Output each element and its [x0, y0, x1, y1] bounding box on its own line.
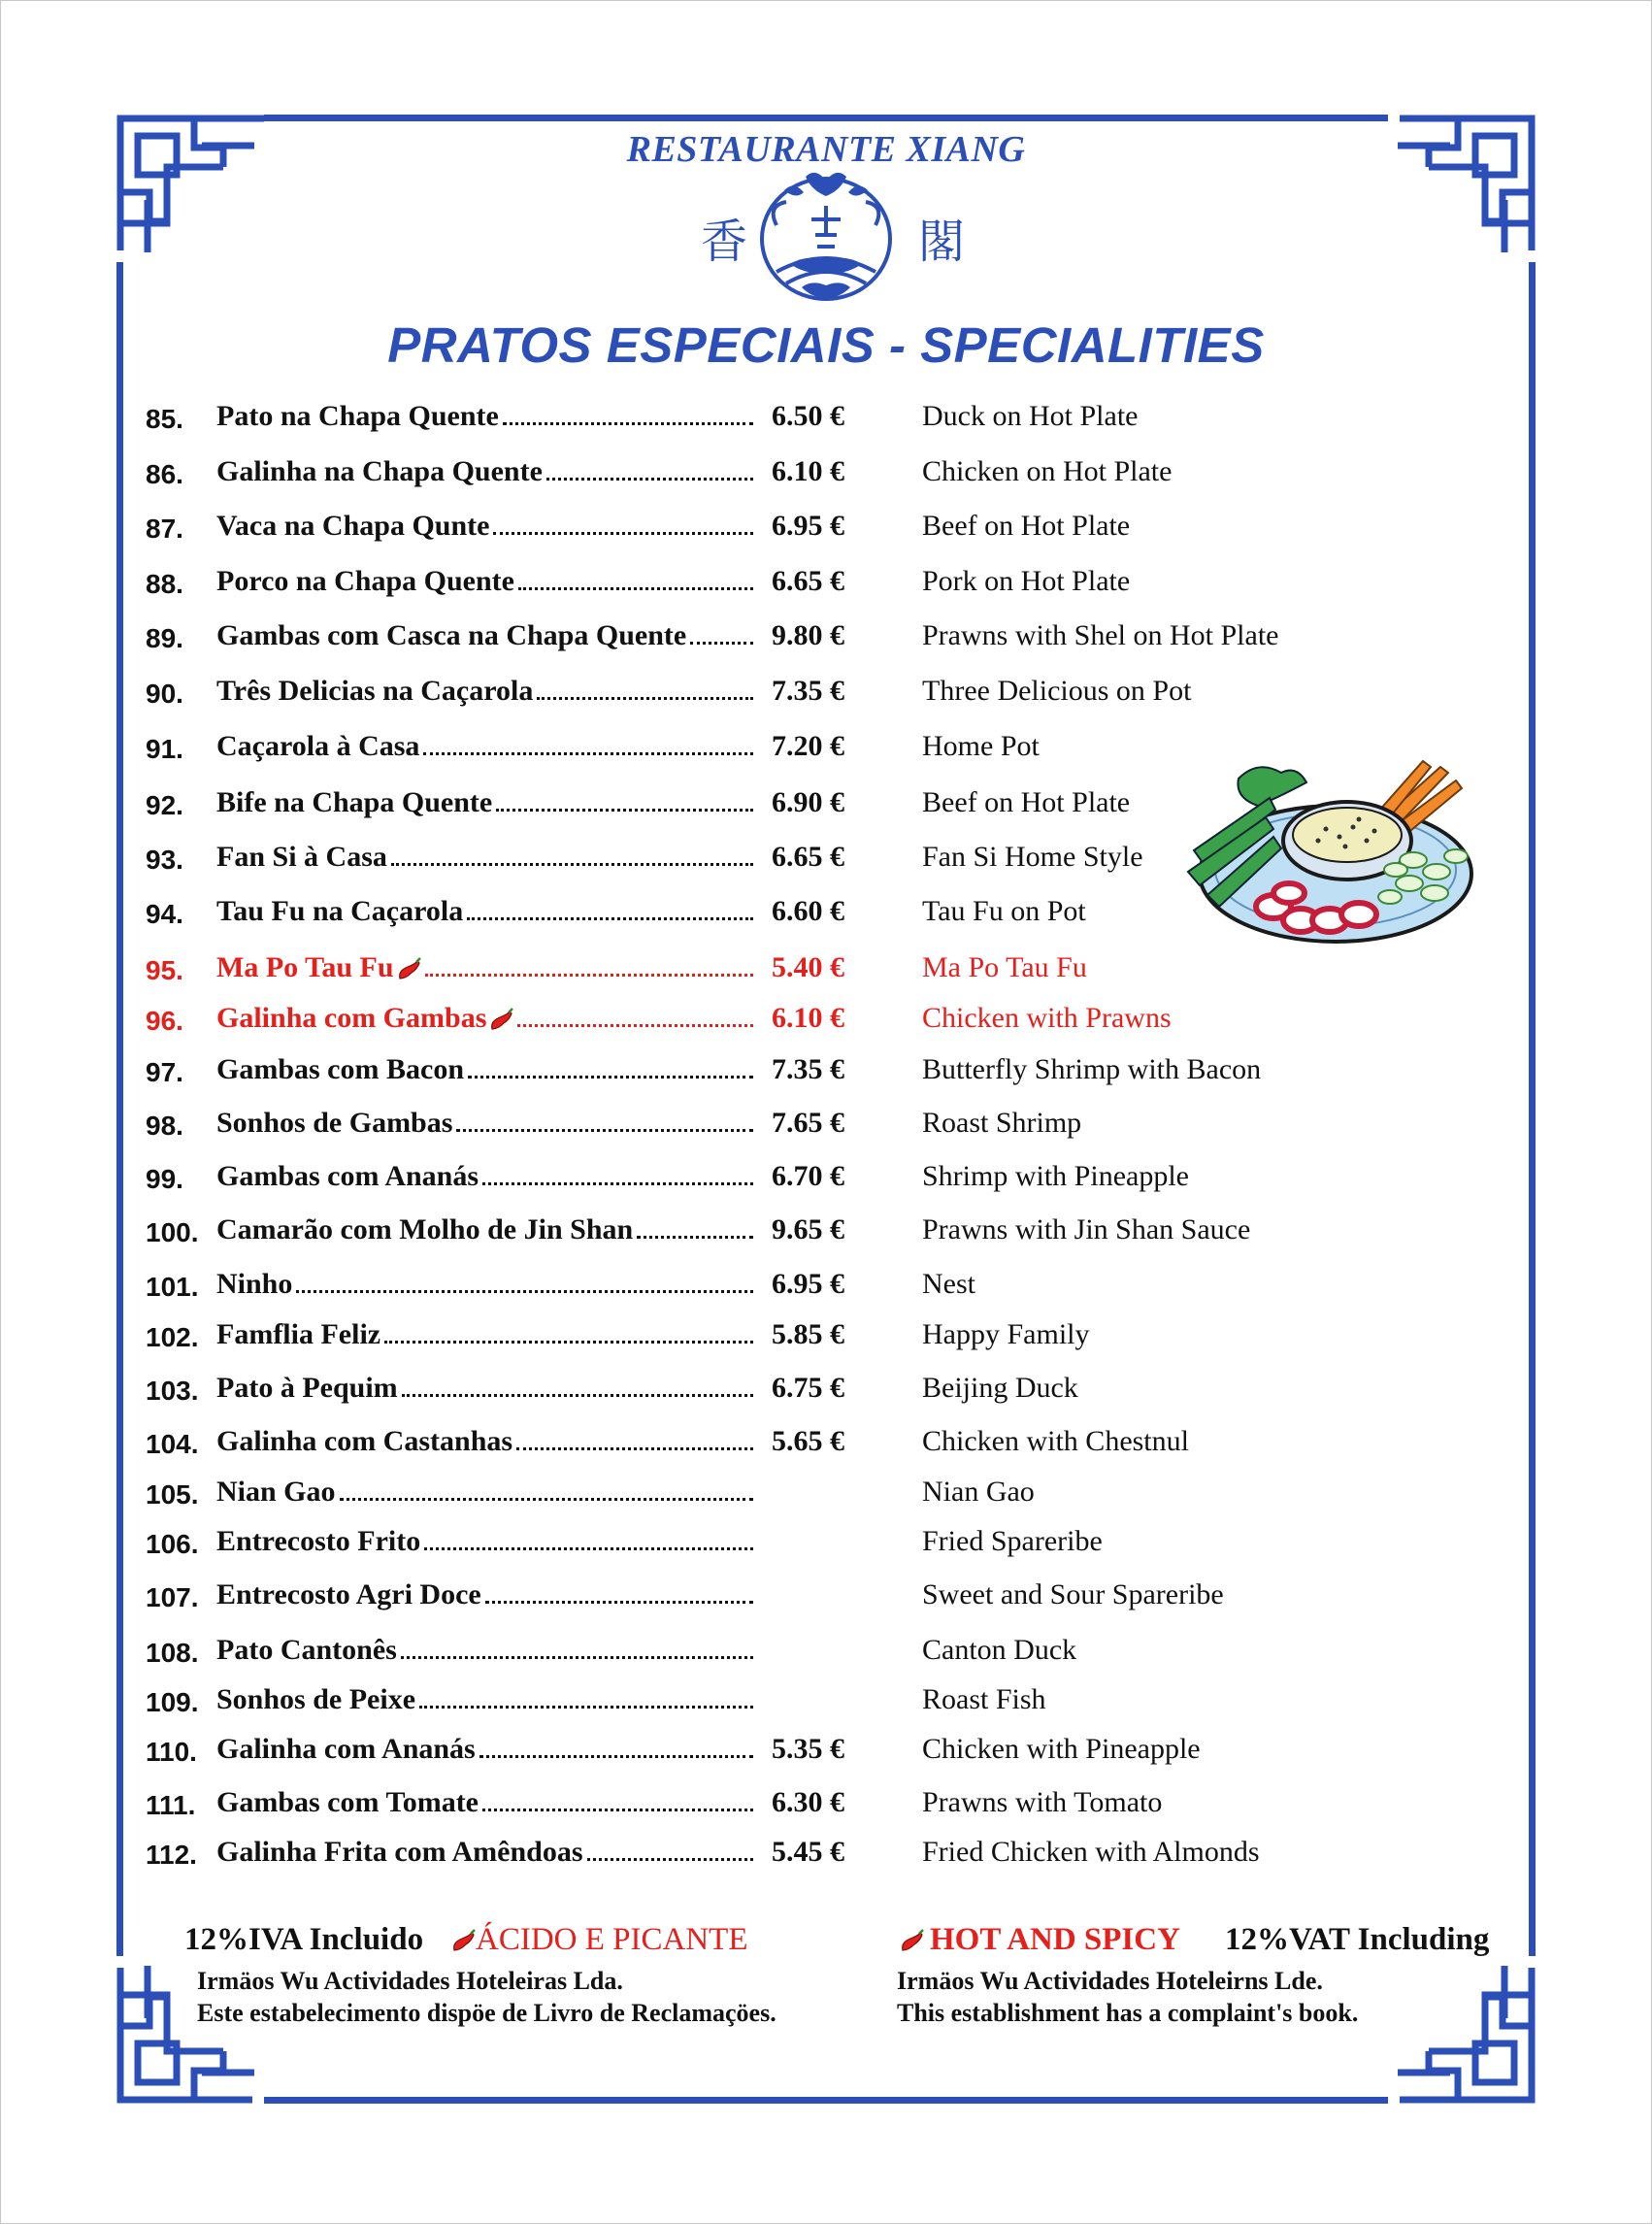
- item-price: 6.10 €: [772, 455, 844, 487]
- item-price: 5.45 €: [772, 1836, 844, 1868]
- dot-leader: [516, 1447, 753, 1450]
- dot-leader: [493, 532, 753, 535]
- spicy-legend-pt: [448, 1922, 747, 1958]
- complaint-book-note-en: This establishment has a complaint's book.: [897, 1999, 1359, 2027]
- item-name-pt-group: [216, 510, 757, 543]
- item-name-pt-group: [216, 1372, 757, 1405]
- item-name-pt-group: [216, 730, 757, 763]
- menu-item: [0, 510, 1652, 552]
- item-number: 102.: [146, 1322, 199, 1352]
- item-name-pt-group: [216, 895, 757, 928]
- item-name-en: Roast Shrimp: [922, 1107, 1082, 1139]
- item-name-pt-group: [216, 1318, 757, 1351]
- item-number: 103.: [146, 1376, 199, 1406]
- dot-leader: [467, 917, 753, 920]
- menu-item: [0, 1053, 1652, 1096]
- item-name-en: Duck on Hot Plate: [922, 400, 1139, 432]
- item-name-pt-group: [216, 455, 757, 488]
- item-number: 95.: [146, 955, 183, 985]
- menu-item: [0, 455, 1652, 498]
- menu-item: [0, 1836, 1652, 1878]
- menu-item: [0, 1786, 1652, 1829]
- item-number: 93.: [146, 845, 183, 875]
- dot-leader: [482, 1809, 753, 1811]
- spicy-label-pt: ÁCIDO E PICANTE: [476, 1922, 748, 1957]
- item-number: 89.: [146, 623, 183, 653]
- item-name-en: Beef on Hot Plate: [922, 510, 1131, 542]
- dot-leader: [456, 1129, 753, 1132]
- menu-item: [0, 675, 1652, 717]
- company-name-en: Irmäos Wu Actividades Hoteleirns Lde.: [897, 1967, 1323, 1995]
- menu-item: [0, 1318, 1652, 1361]
- item-price: 7.65 €: [772, 1107, 844, 1139]
- item-name-en: Home Pot: [922, 730, 1040, 762]
- item-name-en: Tau Fu on Pot: [922, 895, 1086, 927]
- company-name-pt: Irmäos Wu Actividades Hoteleiras Lda.: [197, 1967, 623, 1995]
- item-price: 9.65 €: [772, 1213, 844, 1245]
- item-name-en: Beef on Hot Plate: [922, 786, 1131, 818]
- item-name-pt: Ma Po Tau Fu: [216, 951, 394, 983]
- chili-pepper-icon: [448, 1922, 476, 1958]
- item-name-pt-group: [216, 1213, 757, 1246]
- dot-leader: [425, 974, 753, 977]
- item-name-pt: Gambas com Casca na Chapa Quente: [216, 619, 687, 651]
- menu-item: [0, 1160, 1652, 1203]
- item-price: 9.80 €: [772, 619, 844, 651]
- item-name-en: Sweet and Sour Spareribe: [922, 1578, 1224, 1610]
- item-number: 90.: [146, 679, 183, 709]
- dot-leader: [384, 1341, 753, 1344]
- vat-note-en: 12%VAT Including: [1225, 1922, 1490, 1957]
- item-name-pt-group: [216, 565, 757, 598]
- complaint-book-note-pt: Este estabelecimento dispöe de Livro de Reclamaçöes.: [197, 1999, 776, 2027]
- page-title: PRATOS ESPECIAIS - SPECIALITIES: [387, 317, 1265, 373]
- item-price: 7.20 €: [772, 730, 844, 762]
- menu-item: [0, 565, 1652, 608]
- item-number: 91.: [146, 734, 183, 764]
- menu-item: [0, 1634, 1652, 1676]
- item-name-en: Nest: [922, 1268, 975, 1300]
- dot-leader: [485, 1601, 753, 1604]
- spicy-label-en: HOT AND SPICY: [930, 1922, 1180, 1957]
- restaurant-logo-icon: [747, 167, 905, 303]
- item-price: 6.95 €: [772, 1268, 844, 1300]
- item-name-pt: Gambas com Tomate: [216, 1786, 479, 1818]
- item-name-en: Shrimp with Pineapple: [922, 1160, 1189, 1192]
- dot-leader: [537, 697, 753, 700]
- item-name-pt: Galinha com Ananás: [216, 1733, 476, 1765]
- item-name-pt: Pato à Pequim: [216, 1372, 398, 1404]
- item-number: 92.: [146, 790, 183, 820]
- chili-pepper-icon: [897, 1922, 924, 1958]
- item-name-en: Chicken with Chestnul: [922, 1425, 1189, 1457]
- item-price: 5.40 €: [772, 951, 844, 983]
- fret-corner-bottom-right-icon: [1388, 1956, 1543, 2111]
- item-price: 5.65 €: [772, 1425, 844, 1457]
- dot-leader: [518, 587, 753, 590]
- dot-leader: [546, 478, 753, 481]
- cjk-character-right: 閣: [918, 215, 966, 269]
- item-name-pt: Galinha com Gambas: [216, 1002, 487, 1034]
- item-name-pt: Galinha na Chapa Quente: [216, 455, 543, 487]
- item-name-pt: Sonhos de Peixe: [216, 1683, 416, 1715]
- vat-note-pt: 12%IVA Incluido: [184, 1922, 424, 1957]
- dot-leader: [401, 1656, 753, 1659]
- item-name-en: Pork on Hot Plate: [922, 565, 1131, 597]
- menu-item: [0, 1268, 1652, 1311]
- dot-leader: [482, 1182, 753, 1185]
- menu-item: [0, 1578, 1652, 1621]
- item-name-en: Happy Family: [922, 1318, 1090, 1350]
- item-price: 6.10 €: [772, 1002, 844, 1034]
- item-name-en: Chicken on Hot Plate: [922, 455, 1173, 487]
- item-name-pt: Caçarola à Casa: [216, 730, 420, 762]
- item-number: 87.: [146, 514, 183, 544]
- menu-item: [0, 619, 1652, 662]
- item-number: 104.: [146, 1429, 199, 1459]
- menu-item: [0, 1372, 1652, 1414]
- menu-item: [0, 1683, 1652, 1726]
- item-name-pt-group: [216, 1634, 757, 1667]
- item-name-en: Fried Spareribe: [922, 1525, 1103, 1557]
- item-number: 101.: [146, 1272, 199, 1302]
- item-name-en: Canton Duck: [922, 1634, 1077, 1666]
- item-name-pt-group: [216, 1578, 757, 1611]
- dot-leader: [690, 642, 753, 645]
- item-price: 6.65 €: [772, 841, 844, 873]
- item-number: 88.: [146, 569, 183, 599]
- dot-leader: [419, 1706, 753, 1709]
- item-number: 110.: [146, 1737, 197, 1767]
- item-name-pt: Pato Cantonês: [216, 1634, 397, 1666]
- menu-item: [0, 1525, 1652, 1568]
- item-name-pt-group: [216, 786, 757, 819]
- menu-item: [0, 400, 1652, 443]
- item-number: 98.: [146, 1111, 183, 1141]
- item-name-pt: Galinha Frita com Amêndoas: [216, 1836, 583, 1868]
- cjk-character-left: 香: [701, 215, 748, 269]
- item-name-en: Fried Chicken with Almonds: [922, 1836, 1260, 1868]
- item-name-en: Prawns with Shel on Hot Plate: [922, 619, 1279, 651]
- dot-leader: [468, 1076, 753, 1079]
- item-number: 108.: [146, 1638, 199, 1668]
- menu-item: [0, 1107, 1652, 1149]
- dot-leader: [517, 1024, 753, 1027]
- item-number: 86.: [146, 459, 183, 489]
- item-number: 105.: [146, 1479, 199, 1510]
- item-price: 6.30 €: [772, 1786, 844, 1818]
- menu-item: [0, 1733, 1652, 1776]
- item-name-en: Chicken with Prawns: [922, 1002, 1172, 1034]
- item-name-pt-group: [216, 1733, 757, 1766]
- item-name-en: Ma Po Tau Fu: [922, 951, 1087, 983]
- item-name-pt: Galinha com Castanhas: [216, 1425, 513, 1457]
- item-name-pt: Fan Si à Casa: [216, 841, 387, 873]
- item-price: 6.75 €: [772, 1372, 844, 1404]
- dot-leader: [391, 863, 753, 866]
- item-name-en: Fan Si Home Style: [922, 841, 1143, 873]
- item-name-pt: Bife na Chapa Quente: [216, 786, 493, 818]
- dot-leader: [479, 1755, 753, 1758]
- item-name-pt-group: [216, 1053, 757, 1086]
- item-name-en: Prawns with Tomato: [922, 1786, 1163, 1818]
- dot-leader: [296, 1290, 753, 1293]
- chili-pepper-icon: [486, 1002, 513, 1035]
- dot-leader: [637, 1236, 753, 1239]
- item-number: 112.: [146, 1840, 197, 1870]
- item-name-pt-group: [216, 841, 757, 874]
- item-price: 7.35 €: [772, 675, 844, 707]
- menu-item: [0, 1425, 1652, 1468]
- dot-leader: [424, 1547, 753, 1550]
- item-price: 5.85 €: [772, 1318, 844, 1350]
- item-name-pt-group: [216, 1107, 757, 1140]
- item-name-en: Chicken with Pineapple: [922, 1733, 1201, 1765]
- item-name-pt: Ninho: [216, 1268, 293, 1300]
- item-name-pt: Pato na Chapa Quente: [216, 400, 499, 432]
- item-name-pt: Tau Fu na Caçarola: [216, 895, 464, 927]
- item-name-pt: Camarão com Molho de Jin Shan: [216, 1213, 634, 1245]
- menu-item: [0, 1476, 1652, 1518]
- item-name-en: Three Delicious on Pot: [922, 675, 1192, 707]
- dot-leader: [423, 752, 753, 755]
- item-name-pt-group: [216, 1683, 757, 1716]
- item-name-pt: Famflia Feliz: [216, 1318, 381, 1350]
- item-name-pt-group: [216, 1786, 757, 1819]
- item-name-pt: Nian Gao: [216, 1476, 336, 1508]
- item-number: 97.: [146, 1057, 183, 1087]
- dot-leader: [496, 809, 753, 812]
- item-price: 6.90 €: [772, 786, 844, 818]
- item-name-pt-group: [216, 1525, 757, 1558]
- item-name-pt: Três Delicias na Caçarola: [216, 675, 534, 707]
- spicy-legend-en: [897, 1922, 1180, 1958]
- item-number: 109.: [146, 1687, 199, 1717]
- item-number: 100.: [146, 1217, 199, 1247]
- item-name-en: Nian Gao: [922, 1476, 1035, 1508]
- item-name-pt: Vaca na Chapa Qunte: [216, 510, 490, 542]
- item-name-pt-group: [216, 1476, 757, 1509]
- item-name-pt-group: [216, 1836, 757, 1869]
- item-name-pt-group: [216, 400, 757, 433]
- item-name-en: Beijing Duck: [922, 1372, 1078, 1404]
- item-name-pt: Entrecosto Frito: [216, 1525, 421, 1557]
- item-number: 96.: [146, 1006, 183, 1036]
- item-name-pt-group: [216, 1425, 757, 1458]
- item-price: 6.50 €: [772, 400, 844, 432]
- dot-leader: [402, 1394, 753, 1397]
- item-price: 7.35 €: [772, 1053, 844, 1085]
- dot-leader: [587, 1858, 753, 1861]
- menu-item: [0, 951, 1652, 994]
- item-number: 99.: [146, 1164, 183, 1194]
- item-number: 111.: [146, 1790, 196, 1820]
- chili-pepper-icon: [394, 951, 421, 984]
- item-price: 6.65 €: [772, 565, 844, 597]
- item-number: 106.: [146, 1529, 199, 1559]
- item-name-pt-group: [216, 1160, 757, 1193]
- item-name-pt: Entrecosto Agri Doce: [216, 1578, 481, 1610]
- item-price: 5.35 €: [772, 1733, 844, 1765]
- menu-item: [0, 1002, 1652, 1045]
- item-name-pt-group: [216, 675, 757, 708]
- item-name-pt: Gambas com Bacon: [216, 1053, 464, 1085]
- dot-leader: [340, 1498, 753, 1501]
- item-name-pt: Porco na Chapa Quente: [216, 565, 514, 597]
- item-number: 94.: [146, 899, 183, 929]
- item-number: 85.: [146, 404, 183, 434]
- item-price: 6.70 €: [772, 1160, 844, 1192]
- item-name-en: Butterfly Shrimp with Bacon: [922, 1053, 1262, 1085]
- item-name-pt-group: [216, 619, 757, 652]
- dot-leader: [503, 422, 753, 425]
- item-name-en: Roast Fish: [922, 1683, 1046, 1715]
- appetizer-platter-illustration-icon: [1180, 759, 1477, 953]
- item-name-pt-group: [216, 1268, 757, 1301]
- item-name-pt-group: [216, 951, 757, 984]
- item-name-pt: Sonhos de Gambas: [216, 1107, 453, 1139]
- item-number: 107.: [146, 1582, 199, 1612]
- item-name-pt: Gambas com Ananás: [216, 1160, 479, 1192]
- item-price: 6.95 €: [772, 510, 844, 542]
- restaurant-name: RESTAURANTE XIANG: [626, 129, 1026, 170]
- item-name-pt-group: [216, 1002, 757, 1035]
- menu-item: [0, 1213, 1652, 1256]
- item-name-en: Prawns with Jin Shan Sauce: [922, 1213, 1251, 1245]
- item-price: 6.60 €: [772, 895, 844, 927]
